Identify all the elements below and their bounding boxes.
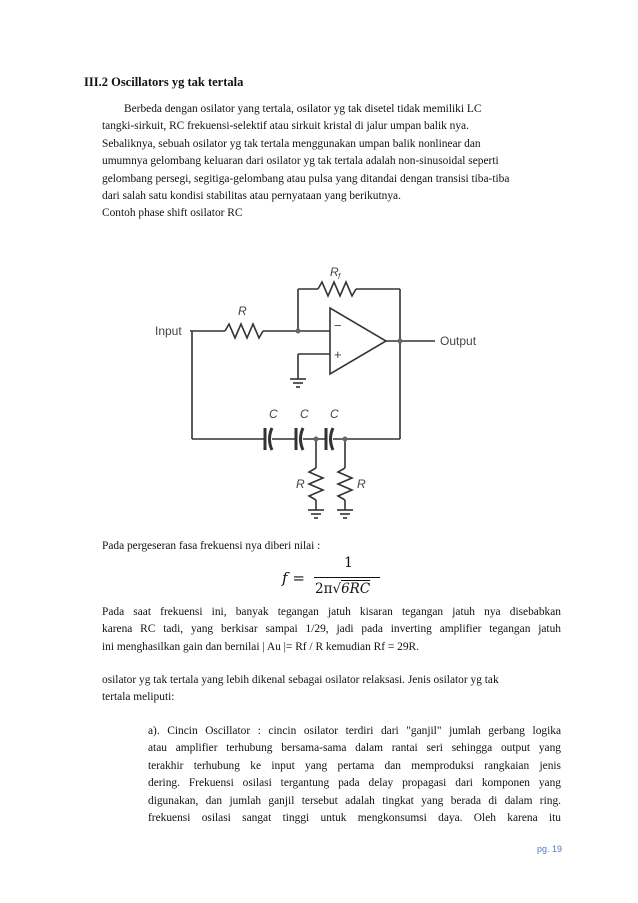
output-label: Output <box>440 334 477 348</box>
text-line: osilator yg tak tertala yang lebih dikenal sebagai osilator relaksasi. Jenis osilator yg tak <box>102 674 499 686</box>
text-line: digunakan, dan jumlah ganjil tersebut adalah tingkat yang berada di dalam ring. <box>148 794 561 807</box>
r-label-shunt-1: R <box>296 477 305 491</box>
noninverting-sign: + <box>334 347 342 362</box>
input-label: Input <box>155 324 182 338</box>
formula-denominator: 2π√6RC <box>315 581 371 597</box>
text-line: karena RC tadi, yang berkisar sampai 1/29, jadi pada inverting amplifier tegangan jatuh <box>102 623 561 636</box>
resistor-r-input <box>225 324 263 338</box>
fraction-bar <box>314 577 380 578</box>
text-line: gelombang persegi, segitiga-gelombang atau pulsa yang ditandai dengan transisi tiba-tiba <box>102 172 510 185</box>
text-line: umumnya gelombang keluaran dari osilator yg tak tertala adalah non-sinusoidal seperti <box>102 155 499 168</box>
text-line: terakhir terhubung ke input yang pertama dan memproduksi rangkaian jenis <box>148 759 561 772</box>
rf-label: R <box>330 265 339 279</box>
section-heading: III.2 Oscillators yg tak tertala <box>84 75 244 89</box>
formula-radicand: 6RC <box>341 581 371 597</box>
text-line: tangki-sirkuit, RC frekuensi-selektif atau sirkuit kristal di jalur umpan balik nya. <box>102 120 469 133</box>
gain-paragraph <box>102 604 561 656</box>
rc-phase-shift-circuit <box>150 248 480 528</box>
formula-lhs: f = <box>282 569 305 587</box>
text-line: tertala meliputi: <box>102 691 175 704</box>
resistor-rf <box>318 282 356 296</box>
relaxation-paragraph <box>102 672 499 707</box>
resistor-r-shunt-1 <box>309 468 323 500</box>
text-line: Berbeda dengan osilator yang tertala, osilator yg tak disetel tidak memiliki LC <box>124 103 482 115</box>
frequency-formula <box>282 555 402 609</box>
inverting-sign: − <box>334 318 342 333</box>
ring-oscillator-paragraph <box>148 723 561 827</box>
formula-denominator-prefix: 2π <box>315 581 333 597</box>
rf-label-subscript: f <box>338 272 341 281</box>
r-label-shunt-2: R <box>357 477 366 491</box>
frequency-intro <box>102 538 320 555</box>
text-line: Pada pergeseran fasa frekuensi nya diberi nilai : <box>102 540 321 552</box>
text-line: Sebaliknya, sebuah osilator yg tak tertala menggunakan umpan balik nonlinear dan <box>102 137 481 150</box>
text-line: Pada saat frekuensi ini, banyak tegangan jatuh kisaran tegangan jatuh nya disebabkan <box>102 606 561 618</box>
c-label-3: C <box>330 407 339 421</box>
text-line: a). Cincin Oscillator : cincin osilator terdiri dari "ganjil" jumlah gerbang logika <box>148 725 561 737</box>
c-label-2: C <box>300 407 309 421</box>
intro-paragraph <box>102 101 562 223</box>
c-label-1: C <box>269 407 278 421</box>
text-line: atau amplifier terhubung bersama-sama dalam rantai seri sehingga output yang <box>148 742 561 755</box>
formula-numerator: 1 <box>344 555 353 571</box>
text-line: frekuensi osilasi sangat tinggi untuk mengkonsumsi daya. Oleh karena itu <box>148 812 561 825</box>
text-line: dering. Frekuensi osilasi tergantung pada delay propagasi dari komponen yang <box>148 777 561 790</box>
text-line: dari salah satu kondisi stabilitas atau pernyataan yang berikutnya. <box>102 190 401 203</box>
page-number: pg. 19 <box>537 844 563 854</box>
text-line: Contoh phase shift osilator RC <box>102 207 243 220</box>
text-line: ini menghasilkan gain dan bernilai | Au |= Rf / R kemudian Rf = 29R. <box>102 640 420 653</box>
resistor-r-shunt-2 <box>338 468 352 500</box>
r-label-input: R <box>238 304 247 318</box>
